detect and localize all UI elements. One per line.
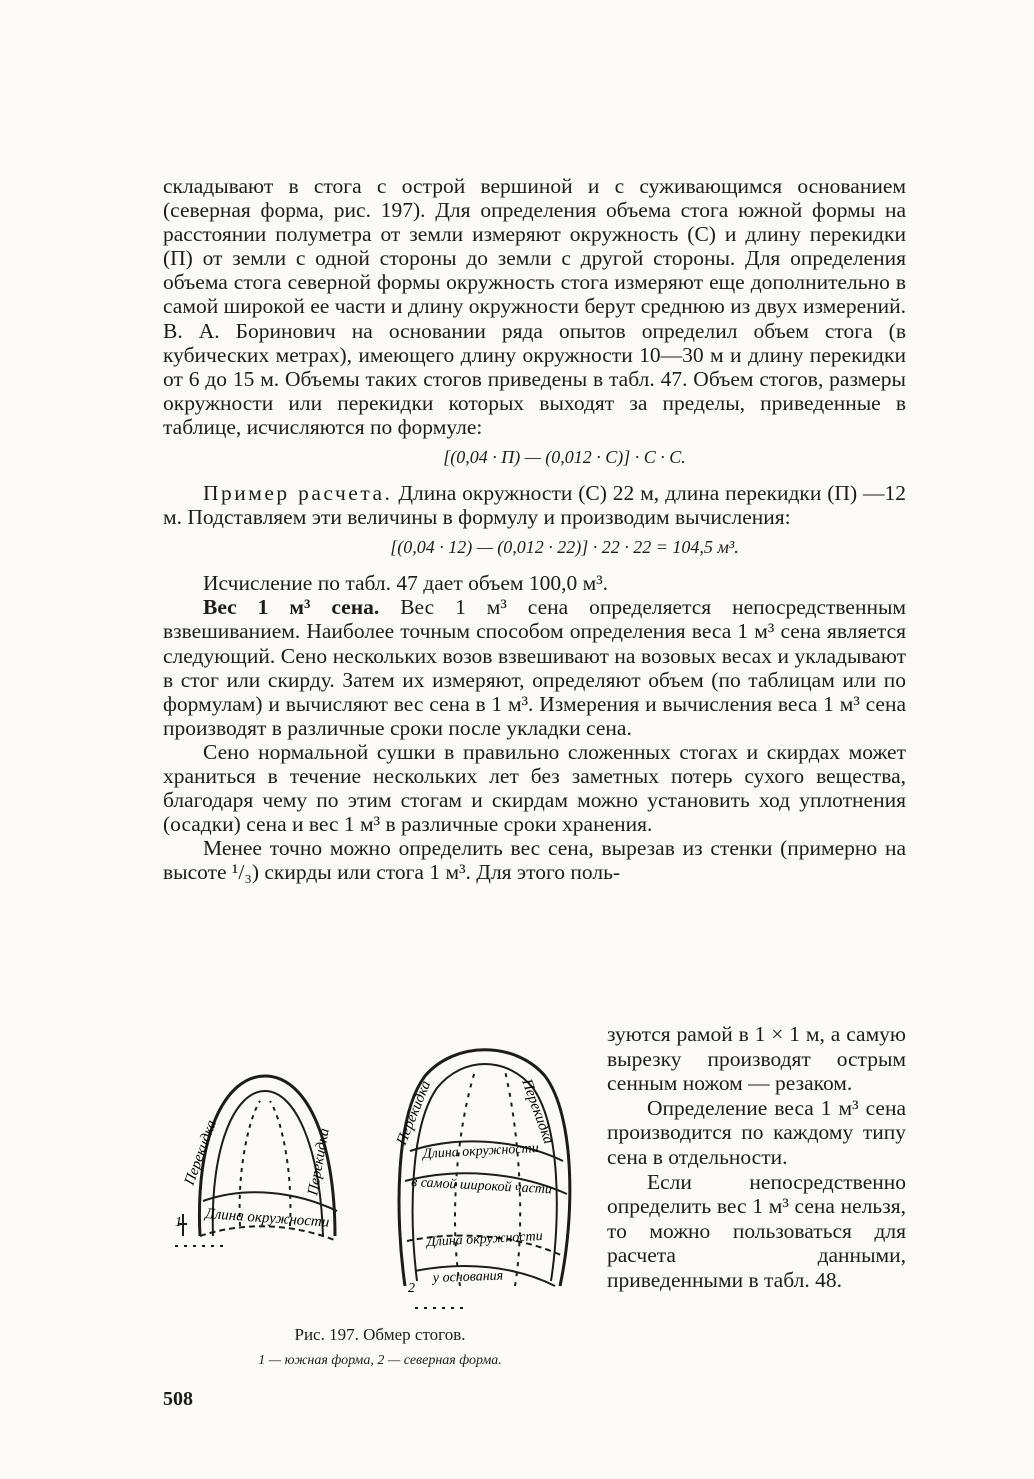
figure-number-1: 1 bbox=[175, 1215, 182, 1230]
right-column-text bbox=[607, 1022, 906, 1293]
paragraph-example bbox=[163, 481, 906, 529]
right-circumference-top-label: Длина окружности bbox=[422, 1140, 540, 1162]
right-widest-part-label: в самой широкой части bbox=[410, 1175, 553, 1198]
formula-example: [(0,04 · 12) — (0,012 · 22)] · 22 · 22 = 104,5 м³. bbox=[390, 537, 739, 558]
paragraph-table-48: Если непосредственно определить вес 1 м³ сена нельзя, то можно пользоваться для расчета данными, приведенными в табл. 48. bbox=[607, 1169, 906, 1292]
hay-weight-text: Вес 1 м³ сена определяется непосредственным взвешиванием. Наиболее точным способом определения веса 1 м³ сена является следующий. Сено нескольких возов взвешивают на возовых весах и укладывают в стог или скирду. Затем их измеряют, определяют объем (по таблицам или по формулам) и вычисляют вес сена в 1 м³. Измерения и вычисления веса 1 м³ сена производят в различные сроки после укладки сена. bbox=[163, 595, 907, 740]
paragraph-hay-weight bbox=[163, 595, 906, 740]
figure-legend: 1 — южная форма, 2 — северная форма. bbox=[258, 1353, 502, 1368]
figure-caption: Рис. 197. Обмер стогов. bbox=[294, 1325, 466, 1344]
example-heading: Пример расчета. bbox=[203, 481, 393, 506]
paragraph-continued: складывают в стога с острой вершиной и с суживающимся основанием (северная форма, рис. 197). Для определения объема стога южной формы на расстоянии полуметра от земли измеряют окружность (С) и длину перекидки (П) от земли с одной стороны до земли с другой стороны. Для определения объема стога северной формы окружность стога измеряют еще дополнительно в самой широкой ее части и длину окружности берут среднюю из двух измерений. В. А. Боринович на основании ряда опытов определил объем стога (в кубических метрах), имеющего длину окружности 10—30 м и длину перекидки от 6 до 15 м. Объемы таких стогов приведены в табл. 47. Объем стогов, размеры окружности или перекидки которых выходят за пределы, приведенные в таблице, исчисляются по формуле: bbox=[163, 174, 906, 439]
formula-general: [(0,04 · П) — (0,012 · С)] · С · С. bbox=[443, 447, 686, 468]
paragraph-table-result: Исчисление по табл. 47 дает объем 100,0 м³. bbox=[203, 571, 609, 596]
right-base-label: у основания bbox=[432, 1268, 504, 1286]
left-perekidka-label-a: Перекидка bbox=[181, 1118, 220, 1188]
hay-weight-heading: Вес 1 м³ сена. bbox=[203, 595, 380, 620]
example-text: Длина окружности (С) 22 м, длина перекидки (П) —12 м. Подставляем эти величины в формулу и производим вычисления: bbox=[163, 481, 906, 530]
page-number: 508 bbox=[163, 1388, 193, 1410]
left-perekidka-label-b: Перекидка bbox=[305, 1127, 333, 1197]
left-circumference-label: Длина окружности bbox=[204, 1206, 330, 1231]
figure-number-2: 2 bbox=[408, 1281, 415, 1296]
right-perekidka-label-a: Перекидка bbox=[393, 1078, 435, 1148]
paragraph-storage: Сено нормальной сушки в правильно сложенных стогах и скирдах может храниться в течение нескольких лет без заметных потерь сухого вещества, благодаря чему по этим стогам и скирдам можно установить ход уплотнения (осадки) сена и вес 1 м³ в различные сроки хранения. bbox=[163, 739, 906, 837]
paragraph-weight-by-type: Определение веса 1 м³ сена производится по каждому типу сена в отдельности. bbox=[607, 1095, 906, 1169]
paragraph-cutting: Менее точно можно определить вес сена, вырезав из стенки (примерно на высоте ¹/₃) скирды или стога 1 м³. Для этого поль- bbox=[163, 836, 906, 885]
right-perekidka-label-b: Перекидка bbox=[518, 1076, 557, 1147]
main-text bbox=[163, 174, 906, 884]
right-circumference-bottom-label: Длина окружности bbox=[426, 1228, 544, 1250]
paragraph-cutting-continued: зуются рамой в 1 × 1 м, а самую вырезку производят острым сенным ножом — резаком. bbox=[607, 1022, 906, 1096]
